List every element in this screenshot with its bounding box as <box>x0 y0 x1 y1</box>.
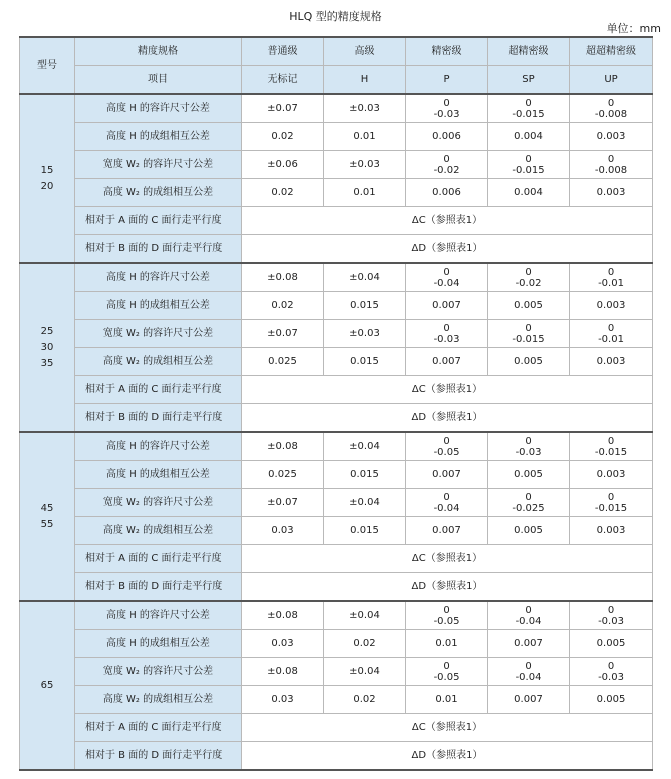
value-cell: ±0.07 <box>242 320 324 348</box>
header-row-codes <box>20 66 653 95</box>
value-cell: 0.03 <box>242 517 324 545</box>
precision-spec-table <box>19 36 653 771</box>
value-cell: 0.007 <box>406 461 488 489</box>
table-row <box>20 179 653 207</box>
value-cell: 0.004 <box>488 123 570 151</box>
model-cell: 25 30 35 <box>20 263 75 432</box>
grade-header: 超精密级 <box>488 37 570 66</box>
parallelism-value-cell: ΔD（参照表1） <box>242 742 653 771</box>
item-cell: 高度 W₂ 的成组相互公差 <box>75 686 242 714</box>
table-row <box>20 545 653 573</box>
item-cell: 高度 W₂ 的成组相互公差 <box>75 179 242 207</box>
value-cell: 0 -0.01 <box>570 320 653 348</box>
value-cell: 0 -0.02 <box>488 263 570 292</box>
value-cell: ±0.07 <box>242 94 324 123</box>
value-cell: 0.007 <box>488 630 570 658</box>
parallelism-value-cell: ΔC（参照表1） <box>242 376 653 404</box>
table-row <box>20 658 653 686</box>
value-cell: 0.01 <box>406 630 488 658</box>
value-cell: 0.02 <box>242 179 324 207</box>
value-cell: ±0.03 <box>324 151 406 179</box>
value-cell: 0.006 <box>406 123 488 151</box>
value-cell: 0 -0.03 <box>570 601 653 630</box>
value-cell: 0.007 <box>488 686 570 714</box>
value-cell: 0.003 <box>570 292 653 320</box>
value-cell: 0 -0.05 <box>406 601 488 630</box>
table-row <box>20 517 653 545</box>
value-cell: 0.007 <box>406 517 488 545</box>
parallelism-item-cell: 相对于 B 面的 D 面行走平行度 <box>75 573 242 602</box>
table-title: HLQ 型的精度规格 <box>289 10 382 23</box>
value-cell: 0 -0.03 <box>488 432 570 461</box>
item-cell: 高度 H 的成组相互公差 <box>75 461 242 489</box>
item-header: 项目 <box>75 66 242 95</box>
value-cell: 0.025 <box>242 348 324 376</box>
value-cell: 0.005 <box>488 461 570 489</box>
parallelism-value-cell: ΔC（参照表1） <box>242 207 653 235</box>
model-cell: 65 <box>20 601 75 770</box>
value-cell: 0.015 <box>324 517 406 545</box>
parallelism-item-cell: 相对于 B 面的 D 面行走平行度 <box>75 404 242 433</box>
value-cell: 0.005 <box>570 630 653 658</box>
code-header: P <box>406 66 488 95</box>
table-row <box>20 320 653 348</box>
value-cell: 0 -0.015 <box>570 432 653 461</box>
value-cell: 0.02 <box>242 292 324 320</box>
value-cell: ±0.08 <box>242 263 324 292</box>
value-cell: 0.015 <box>324 348 406 376</box>
item-cell: 高度 H 的成组相互公差 <box>75 630 242 658</box>
value-cell: ±0.08 <box>242 658 324 686</box>
table-row <box>20 292 653 320</box>
item-cell: 高度 H 的容许尺寸公差 <box>75 601 242 630</box>
item-cell: 高度 H 的成组相互公差 <box>75 123 242 151</box>
value-cell: 0.006 <box>406 179 488 207</box>
table-row <box>20 123 653 151</box>
value-cell: 0 -0.015 <box>488 94 570 123</box>
value-cell: 0.015 <box>324 461 406 489</box>
value-cell: ±0.06 <box>242 151 324 179</box>
model-header: 型号 <box>20 37 75 94</box>
model-cell: 15 20 <box>20 94 75 263</box>
value-cell: 0.02 <box>324 686 406 714</box>
unit-label: 单位：mm <box>606 22 661 35</box>
parallelism-item-cell: 相对于 A 面的 C 面行走平行度 <box>75 207 242 235</box>
value-cell: ±0.07 <box>242 489 324 517</box>
value-cell: 0 -0.03 <box>570 658 653 686</box>
table-row <box>20 263 653 292</box>
value-cell: 0 -0.008 <box>570 94 653 123</box>
value-cell: 0.003 <box>570 517 653 545</box>
value-cell: 0.005 <box>488 292 570 320</box>
table-row <box>20 686 653 714</box>
code-header: UP <box>570 66 653 95</box>
table-row <box>20 630 653 658</box>
value-cell: 0.007 <box>406 292 488 320</box>
item-cell: 宽度 W₂ 的容许尺寸公差 <box>75 320 242 348</box>
table-row <box>20 714 653 742</box>
value-cell: 0.01 <box>406 686 488 714</box>
value-cell: 0 -0.05 <box>406 658 488 686</box>
code-header: SP <box>488 66 570 95</box>
value-cell: 0 -0.015 <box>570 489 653 517</box>
value-cell: 0 -0.02 <box>406 151 488 179</box>
value-cell: 0.003 <box>570 179 653 207</box>
table-row <box>20 94 653 123</box>
table-row <box>20 235 653 264</box>
value-cell: 0.02 <box>324 630 406 658</box>
parallelism-value-cell: ΔC（参照表1） <box>242 545 653 573</box>
value-cell: 0.003 <box>570 461 653 489</box>
item-cell: 高度 H 的容许尺寸公差 <box>75 432 242 461</box>
table-row <box>20 432 653 461</box>
value-cell: 0.02 <box>242 123 324 151</box>
value-cell: 0.01 <box>324 179 406 207</box>
value-cell: ±0.04 <box>324 489 406 517</box>
value-cell: 0.004 <box>488 179 570 207</box>
table-row <box>20 461 653 489</box>
code-header: 无标记 <box>242 66 324 95</box>
value-cell: 0 -0.015 <box>488 151 570 179</box>
grade-header: 精密级 <box>406 37 488 66</box>
parallelism-value-cell: ΔD（参照表1） <box>242 404 653 433</box>
value-cell: 0.03 <box>242 686 324 714</box>
table-row <box>20 376 653 404</box>
value-cell: ±0.04 <box>324 432 406 461</box>
value-cell: 0.007 <box>406 348 488 376</box>
model-cell: 45 55 <box>20 432 75 601</box>
value-cell: ±0.08 <box>242 601 324 630</box>
value-cell: ±0.08 <box>242 432 324 461</box>
value-cell: 0.005 <box>488 517 570 545</box>
value-cell: 0.003 <box>570 348 653 376</box>
value-cell: 0.01 <box>324 123 406 151</box>
table-row <box>20 404 653 433</box>
parallelism-value-cell: ΔD（参照表1） <box>242 573 653 602</box>
item-cell: 宽度 W₂ 的容许尺寸公差 <box>75 658 242 686</box>
parallelism-item-cell: 相对于 A 面的 C 面行走平行度 <box>75 714 242 742</box>
item-cell: 高度 H 的容许尺寸公差 <box>75 94 242 123</box>
value-cell: 0.005 <box>570 686 653 714</box>
parallelism-item-cell: 相对于 A 面的 C 面行走平行度 <box>75 545 242 573</box>
value-cell: ±0.04 <box>324 601 406 630</box>
table-row <box>20 601 653 630</box>
item-cell: 高度 H 的成组相互公差 <box>75 292 242 320</box>
value-cell: 0 -0.015 <box>488 320 570 348</box>
value-cell: 0.03 <box>242 630 324 658</box>
table-body <box>20 94 653 770</box>
spec-header: 精度规格 <box>75 37 242 66</box>
item-cell: 宽度 W₂ 的容许尺寸公差 <box>75 489 242 517</box>
table-row <box>20 573 653 602</box>
value-cell: ±0.04 <box>324 658 406 686</box>
table-row <box>20 348 653 376</box>
parallelism-value-cell: ΔC（参照表1） <box>242 714 653 742</box>
value-cell: ±0.03 <box>324 94 406 123</box>
table-row <box>20 151 653 179</box>
grade-header: 超超精密级 <box>570 37 653 66</box>
value-cell: 0 -0.03 <box>406 320 488 348</box>
value-cell: ±0.04 <box>324 263 406 292</box>
parallelism-item-cell: 相对于 B 面的 D 面行走平行度 <box>75 235 242 264</box>
grade-header: 高级 <box>324 37 406 66</box>
item-cell: 高度 H 的容许尺寸公差 <box>75 263 242 292</box>
value-cell: 0.003 <box>570 123 653 151</box>
header-row-grades <box>20 37 653 66</box>
item-cell: 高度 W₂ 的成组相互公差 <box>75 517 242 545</box>
item-cell: 高度 W₂ 的成组相互公差 <box>75 348 242 376</box>
value-cell: 0 -0.04 <box>488 601 570 630</box>
code-header: H <box>324 66 406 95</box>
parallelism-value-cell: ΔD（参照表1） <box>242 235 653 264</box>
grade-header: 普通级 <box>242 37 324 66</box>
value-cell: 0.005 <box>488 348 570 376</box>
value-cell: 0 -0.04 <box>488 658 570 686</box>
value-cell: 0 -0.04 <box>406 489 488 517</box>
value-cell: 0 -0.008 <box>570 151 653 179</box>
table-row <box>20 742 653 771</box>
value-cell: 0 -0.01 <box>570 263 653 292</box>
value-cell: 0 -0.05 <box>406 432 488 461</box>
table-row <box>20 207 653 235</box>
value-cell: 0 -0.04 <box>406 263 488 292</box>
value-cell: 0.015 <box>324 292 406 320</box>
parallelism-item-cell: 相对于 A 面的 C 面行走平行度 <box>75 376 242 404</box>
value-cell: 0.025 <box>242 461 324 489</box>
table-row <box>20 489 653 517</box>
value-cell: ±0.03 <box>324 320 406 348</box>
item-cell: 宽度 W₂ 的容许尺寸公差 <box>75 151 242 179</box>
value-cell: 0 -0.025 <box>488 489 570 517</box>
value-cell: 0 -0.03 <box>406 94 488 123</box>
parallelism-item-cell: 相对于 B 面的 D 面行走平行度 <box>75 742 242 771</box>
